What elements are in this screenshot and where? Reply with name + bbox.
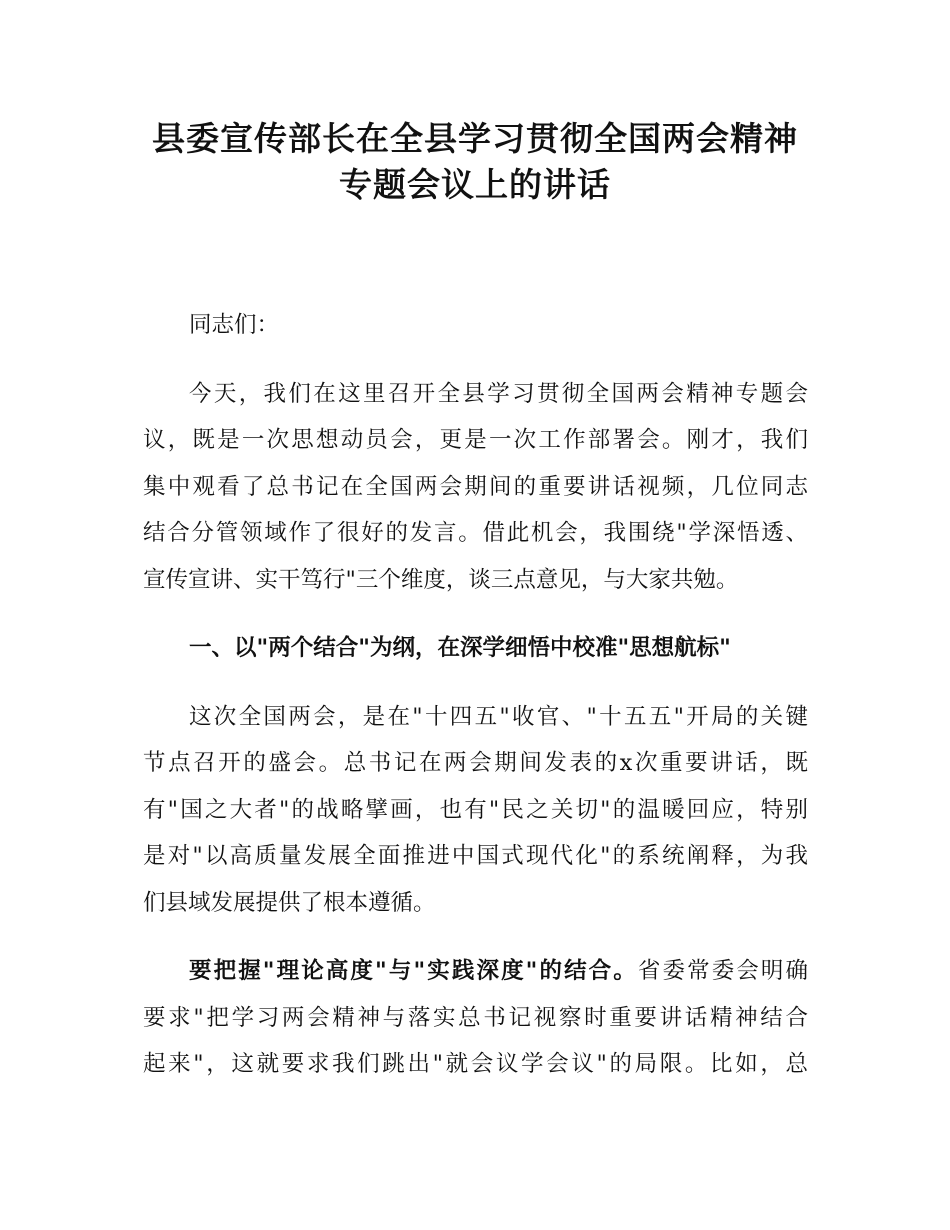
title-line-1: 县委宣传部长在全县学习贯彻全国两会精神 bbox=[152, 119, 798, 158]
text-line: 今天，我们在这里召开全县学习贯彻全国两会精神专题会 bbox=[189, 380, 808, 407]
document-body bbox=[143, 302, 808, 1110]
text-line: 结合分管领域作了很好的发言。借此机会，我围绕"学深悟透、 bbox=[143, 520, 808, 546]
lead-sentence: 要把握"理论高度"与"实践深度"的结合。 bbox=[189, 958, 638, 984]
paragraph-2 bbox=[143, 694, 808, 927]
text-line: 要求"把学习两会精神与落实总书记视察时重要讲话精神结合 bbox=[143, 1004, 808, 1031]
paragraph-3 bbox=[143, 948, 808, 1088]
text-line: 议，既是一次思想动员会，更是一次工作部署会。刚才，我们 bbox=[143, 427, 808, 453]
text-line: 有"国之大者"的战略擘画，也有"民之关切"的温暖回应，特别 bbox=[143, 796, 808, 823]
title-line-2: 专题会议上的讲话 bbox=[339, 165, 611, 204]
salutation: 同志们： bbox=[189, 312, 280, 338]
paragraph-1 bbox=[143, 371, 808, 604]
text-line: 们县域发展提供了根本遵循。 bbox=[143, 889, 436, 916]
text-line: 要把握"理论高度"与"实践深度"的结合。省委常委会明确 bbox=[189, 958, 808, 984]
text-line: 起来"，这就要求我们跳出"就会议学会议"的局限。比如，总 bbox=[143, 1051, 808, 1077]
text-line: 宣传宣讲、实干笃行"三个维度，谈三点意见，与大家共勉。 bbox=[143, 566, 739, 593]
document-title bbox=[0, 116, 950, 208]
text-line: 节点召开的盛会。总书记在两会期间发表的x次重要讲话，既 bbox=[143, 750, 808, 776]
text-line: 是对"以高质量发展全面推进中国式现代化"的系统阐释，为我 bbox=[143, 843, 808, 869]
text-line: 这次全国两会，是在"十四五"收官、"十五五"开局的关键 bbox=[189, 703, 808, 730]
text-line: 集中观看了总书记在全国两会期间的重要讲话视频，几位同志 bbox=[143, 473, 808, 500]
section-heading-1: 一、以"两个结合"为纲，在深学细悟中校准"思想航标" bbox=[189, 635, 731, 661]
